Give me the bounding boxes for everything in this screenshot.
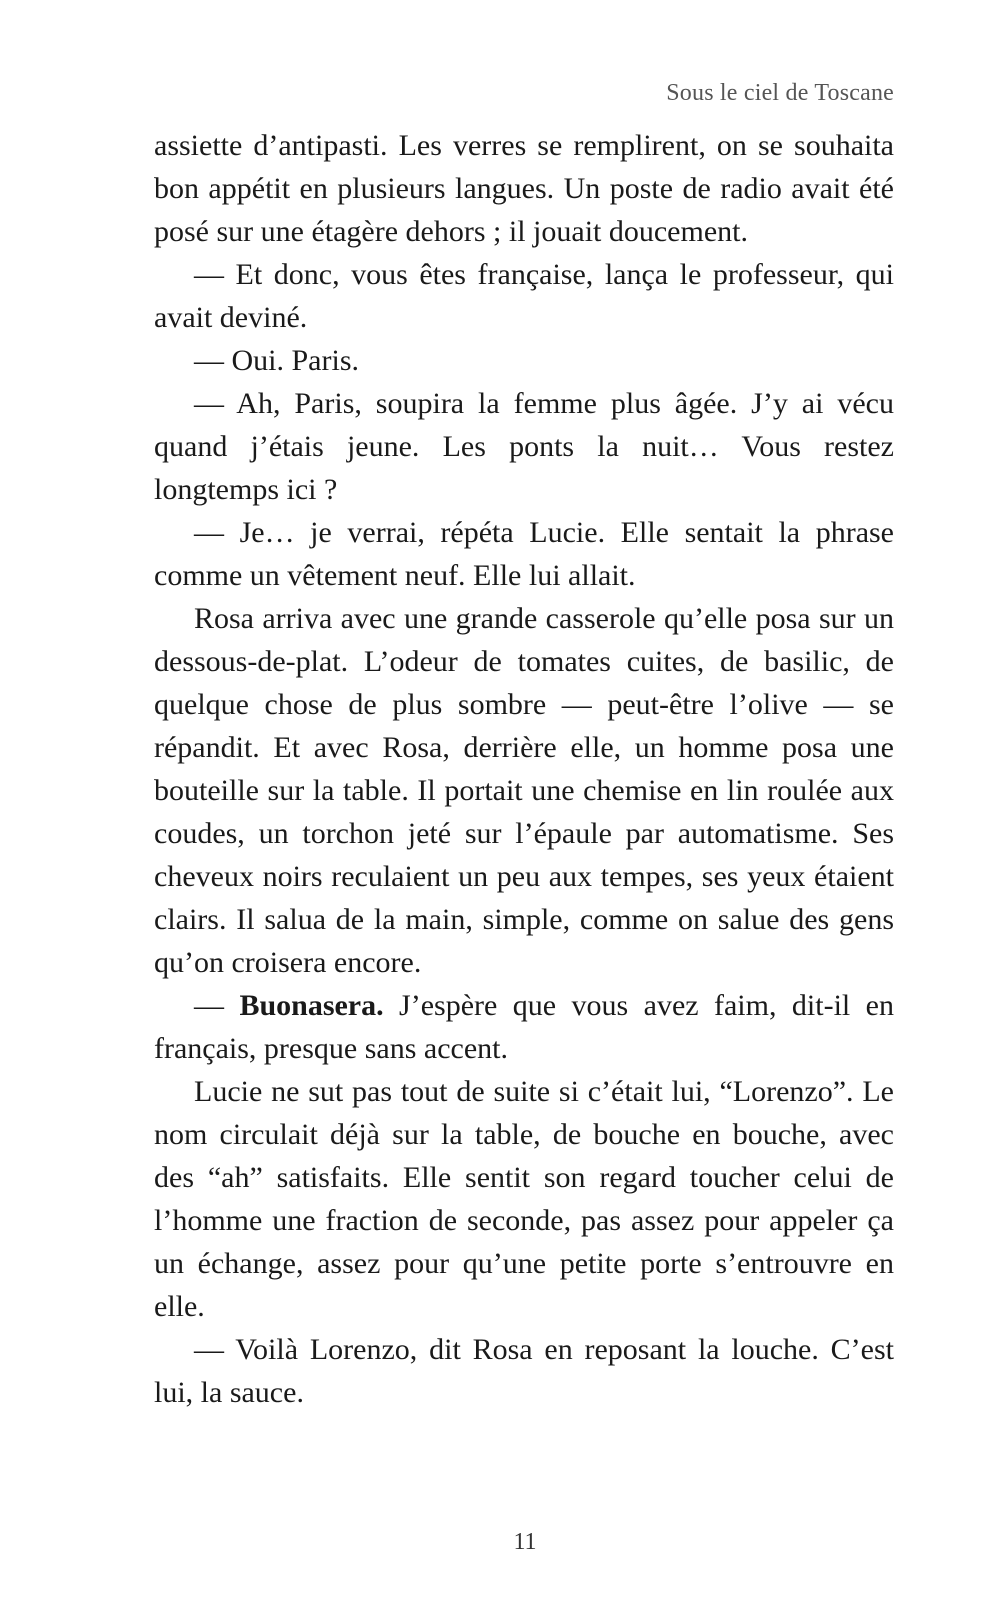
dialogue-paragraph	[154, 984, 894, 1070]
dialogue-paragraph: — Oui. Paris.	[194, 344, 359, 377]
dialogue-paragraph: — Et donc, vous êtes française, lança le professeur, qui avait deviné.	[154, 258, 894, 334]
dialogue-paragraph: — Ah, Paris, soupira la femme plus âgée. J’y ai vécu quand j’étais jeune. Les ponts la nuit… Vous restez longtemps ici ?	[154, 387, 894, 506]
dialogue-paragraph: — Je… je verrai, répéta Lucie. Elle sentait la phrase comme un vêtement neuf. Elle lui allait.	[154, 516, 894, 592]
dialogue-paragraph: — Voilà Lorenzo, dit Rosa en reposant la louche. C’est lui, la sauce.	[154, 1333, 894, 1409]
dialogue-dash: —	[194, 989, 240, 1022]
paragraph: Rosa arriva avec une grande casserole qu’elle posa sur un dessous-de-plat. L’odeur de tomates cuites, de basilic, de quelque chose de plus sombre — peut-être l’olive — se répandit. Et avec Rosa, derrière elle, un homme posa une bouteille sur la table. Il portait une chemise en lin roulée aux coudes, un torchon jeté sur l’épaule par automatisme. Ses cheveux noirs reculaient un peu aux tempes, ses yeux étaient clairs. Il salua de la main, simple, comme on salue des gens qu’on croisera encore.	[154, 602, 894, 979]
paragraph: Lucie ne sut pas tout de suite si c’était lui, “Lorenzo”. Le nom circulait déjà sur la table, de bouche en bouche, avec des “ah” satisfaits. Elle sentit son regard toucher celui de l’homme une fraction de seconde, pas assez pour appeler ça un échange, assez pour qu’une petite porte s’entrouvre en elle.	[154, 1075, 894, 1323]
dialogue-text: J’espère que vous avez faim, dit-il en français, presque sans accent.	[154, 989, 894, 1065]
page-number: 11	[513, 1529, 537, 1555]
paragraph: assiette d’antipasti. Les verres se remplirent, on se souhaita bon appétit en plusieurs langues. Un poste de radio avait été posé sur une étagère dehors ; il jouait doucement.	[154, 129, 894, 248]
running-header: Sous le ciel de Toscane	[666, 80, 894, 106]
bold-greeting: Buonasera.	[239, 989, 384, 1022]
body-text	[154, 124, 894, 1414]
